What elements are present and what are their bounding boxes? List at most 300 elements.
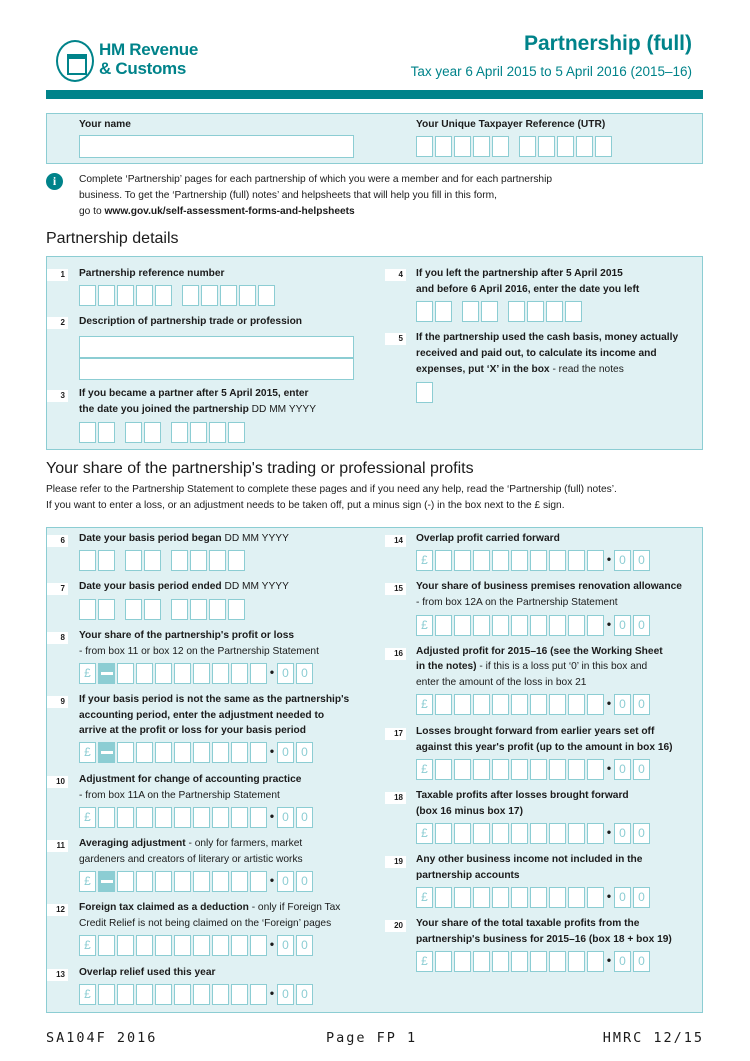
box-number: 7: [47, 583, 68, 595]
digit-box[interactable]: [250, 935, 267, 956]
digit-box[interactable]: [136, 742, 153, 763]
digit-box[interactable]: [492, 823, 509, 844]
crest-icon: [56, 40, 94, 82]
digit-box[interactable]: [473, 136, 490, 157]
description-line2-field[interactable]: [79, 358, 354, 380]
digit-box[interactable]: [79, 285, 96, 306]
share-profit-loss-field[interactable]: [79, 663, 313, 684]
footer-form-code: SA104F 2016: [46, 1030, 158, 1046]
digit-gap: [511, 136, 517, 157]
pence-zero: 0: [614, 694, 631, 715]
digit-box[interactable]: [98, 550, 115, 571]
digit-box[interactable]: [530, 615, 547, 636]
pence-zero: 0: [277, 807, 294, 828]
info-icon: i: [46, 173, 63, 190]
box-number: 19: [385, 856, 406, 868]
digit-box[interactable]: [125, 599, 142, 620]
digit-box[interactable]: [568, 759, 585, 780]
digit-box[interactable]: [530, 550, 547, 571]
box12-hint: Credit Relief is not being claimed on the ‘Foreign’ pages: [79, 918, 332, 929]
date-left-field[interactable]: [416, 301, 582, 322]
box20-label1: Your share of the total taxable profits from the: [416, 918, 640, 929]
box2-label: Description of partnership trade or profession: [79, 316, 303, 327]
digit-box[interactable]: [250, 871, 267, 892]
box-number: 17: [385, 728, 406, 740]
digit-box[interactable]: [250, 807, 267, 828]
digit-box[interactable]: [144, 422, 161, 443]
digit-box[interactable]: [435, 301, 452, 322]
digit-box[interactable]: [136, 984, 153, 1005]
box10-hint: - from box 11A on the Partnership Statement: [79, 790, 280, 801]
hmrc-logo: [56, 40, 221, 86]
digit-box[interactable]: [98, 285, 115, 306]
digit-gap: [117, 599, 123, 620]
digit-box[interactable]: [212, 935, 229, 956]
digit-box[interactable]: [587, 823, 604, 844]
digit-box[interactable]: [171, 599, 188, 620]
digit-box[interactable]: [117, 935, 134, 956]
digit-box[interactable]: [435, 694, 452, 715]
decimal-point: •: [606, 552, 612, 566]
box17-label2: against this year's profit (up to the amount in box 16): [416, 742, 673, 753]
digit-box[interactable]: [454, 759, 471, 780]
decimal-point: •: [606, 761, 612, 775]
digit-box[interactable]: [473, 550, 490, 571]
renovation-allowance-field[interactable]: [416, 615, 650, 636]
box5-label2: received and paid out, to calculate its income and: [416, 348, 657, 359]
digit-box[interactable]: [209, 599, 226, 620]
pence-zero: 0: [277, 742, 294, 763]
digit-box[interactable]: [435, 823, 452, 844]
digit-box[interactable]: [212, 807, 229, 828]
box-number: 14: [385, 535, 406, 547]
digit-box[interactable]: [454, 136, 471, 157]
info-line3: go to www.gov.uk/self-assessment-forms-and-helpsheets: [79, 206, 355, 217]
digit-box[interactable]: [136, 285, 153, 306]
pence-zero: 0: [277, 984, 294, 1005]
digit-box[interactable]: [473, 951, 490, 972]
digit-box[interactable]: [193, 984, 210, 1005]
pence-zero: 0: [296, 742, 313, 763]
digit-box[interactable]: [250, 742, 267, 763]
digit-box[interactable]: [155, 807, 172, 828]
box7-label: Date your basis period ended DD MM YYYY: [79, 581, 289, 592]
digit-box[interactable]: [511, 694, 528, 715]
cash-basis-checkbox[interactable]: [416, 382, 433, 403]
utr-field[interactable]: [416, 136, 612, 157]
digit-box[interactable]: [530, 694, 547, 715]
digit-box[interactable]: [98, 871, 115, 892]
digit-box[interactable]: [568, 887, 585, 908]
digit-box[interactable]: £: [416, 823, 433, 844]
digit-box[interactable]: [155, 663, 172, 684]
digit-box[interactable]: [549, 759, 566, 780]
box-number: 8: [47, 632, 68, 644]
digit-box[interactable]: [549, 951, 566, 972]
digit-box[interactable]: [435, 615, 452, 636]
digit-gap: [174, 285, 180, 306]
digit-box[interactable]: [220, 285, 237, 306]
digit-box[interactable]: £: [79, 663, 96, 684]
digit-box[interactable]: [117, 742, 134, 763]
digit-box[interactable]: [174, 871, 191, 892]
digit-box[interactable]: [511, 615, 528, 636]
digit-box[interactable]: [492, 550, 509, 571]
pence-zero: 0: [633, 759, 650, 780]
digit-box[interactable]: [538, 136, 555, 157]
digit-box[interactable]: [79, 550, 96, 571]
digit-box[interactable]: [212, 663, 229, 684]
utr-label: Your Unique Taxpayer Reference (UTR): [416, 119, 606, 130]
pence-zero: 0: [296, 871, 313, 892]
digit-box[interactable]: [193, 742, 210, 763]
digit-box[interactable]: [454, 887, 471, 908]
digit-box[interactable]: [492, 136, 509, 157]
digit-box[interactable]: [435, 550, 452, 571]
digit-box[interactable]: [511, 550, 528, 571]
overlap-relief-field[interactable]: [79, 984, 313, 1005]
digit-box[interactable]: [473, 615, 490, 636]
digit-box[interactable]: [228, 550, 245, 571]
digit-box[interactable]: [258, 285, 275, 306]
pence-zero: 0: [614, 759, 631, 780]
box5-label3: expenses, put ‘X’ in the box - read the notes: [416, 364, 624, 375]
digit-box[interactable]: [416, 301, 433, 322]
pence-zero: 0: [277, 935, 294, 956]
digit-box[interactable]: [568, 550, 585, 571]
pence-zero: 0: [277, 871, 294, 892]
trading-profits-panel: [46, 527, 703, 1013]
pence-zero: 0: [633, 951, 650, 972]
digit-gap: [163, 422, 169, 443]
digit-box[interactable]: [182, 285, 199, 306]
pence-zero: 0: [614, 823, 631, 844]
digit-box[interactable]: [519, 136, 536, 157]
digit-box[interactable]: [473, 694, 490, 715]
decimal-point: •: [606, 696, 612, 710]
digit-box[interactable]: [416, 382, 433, 403]
digit-box[interactable]: [117, 984, 134, 1005]
pence-zero: 0: [633, 694, 650, 715]
digit-box[interactable]: [511, 951, 528, 972]
digit-box[interactable]: [98, 742, 115, 763]
digit-box[interactable]: [568, 951, 585, 972]
box11-hint: gardeners and creators of literary or artistic works: [79, 854, 303, 865]
digit-box[interactable]: [462, 301, 479, 322]
digit-box[interactable]: [174, 935, 191, 956]
digit-box[interactable]: [155, 742, 172, 763]
box8-label: Your share of the partnership's profit or loss: [79, 630, 295, 641]
pence-zero: 0: [614, 615, 631, 636]
digit-box[interactable]: [231, 935, 248, 956]
partnership-reference-field[interactable]: [79, 285, 275, 306]
digit-box[interactable]: £: [79, 742, 96, 763]
digit-box[interactable]: [212, 871, 229, 892]
digit-box[interactable]: £: [416, 887, 433, 908]
foreign-tax-field[interactable]: [79, 935, 313, 956]
digit-box[interactable]: [565, 301, 582, 322]
digit-box[interactable]: [193, 871, 210, 892]
digit-box[interactable]: £: [416, 550, 433, 571]
digit-box[interactable]: [201, 285, 218, 306]
box13-label: Overlap relief used this year: [79, 967, 216, 978]
digit-box[interactable]: [527, 301, 544, 322]
box-number: 11: [47, 840, 68, 852]
pence-zero: 0: [296, 807, 313, 828]
box-number: 2: [47, 317, 68, 329]
digit-box[interactable]: [98, 663, 115, 684]
digit-box[interactable]: [125, 422, 142, 443]
digit-box[interactable]: [209, 550, 226, 571]
pence-zero: 0: [633, 823, 650, 844]
box-number: 6: [47, 535, 68, 547]
digit-box[interactable]: [549, 887, 566, 908]
digit-box[interactable]: [511, 823, 528, 844]
digit-box[interactable]: [231, 871, 248, 892]
digit-box[interactable]: [231, 984, 248, 1005]
digit-box[interactable]: [549, 823, 566, 844]
digit-box[interactable]: [492, 759, 509, 780]
digit-box[interactable]: [212, 742, 229, 763]
digit-box[interactable]: [435, 759, 452, 780]
digit-box[interactable]: [125, 550, 142, 571]
digit-box[interactable]: [171, 550, 188, 571]
digit-box[interactable]: [98, 807, 115, 828]
digit-box[interactable]: [549, 550, 566, 571]
digit-box[interactable]: [492, 951, 509, 972]
digit-box[interactable]: [231, 807, 248, 828]
pence-zero: 0: [277, 663, 294, 684]
digit-box[interactable]: [144, 550, 161, 571]
digit-box[interactable]: [155, 871, 172, 892]
digit-box[interactable]: [435, 136, 452, 157]
digit-box[interactable]: [587, 951, 604, 972]
box-number: 1: [47, 269, 68, 281]
decimal-point: •: [606, 825, 612, 839]
digit-box[interactable]: [155, 935, 172, 956]
pence-zero: 0: [633, 615, 650, 636]
digit-box[interactable]: [454, 951, 471, 972]
digit-gap: [163, 599, 169, 620]
digit-box[interactable]: [117, 663, 134, 684]
digit-box[interactable]: [546, 301, 563, 322]
digit-box[interactable]: [549, 694, 566, 715]
digit-box[interactable]: [171, 422, 188, 443]
digit-box[interactable]: £: [416, 694, 433, 715]
box-number: 4: [385, 269, 406, 281]
pence-zero: 0: [614, 951, 631, 972]
digit-box[interactable]: [190, 550, 207, 571]
digit-box[interactable]: [228, 599, 245, 620]
digit-box[interactable]: £: [79, 935, 96, 956]
digit-box[interactable]: £: [416, 759, 433, 780]
decimal-point: •: [269, 744, 275, 758]
description-line1-field[interactable]: [79, 336, 354, 358]
digit-box[interactable]: [549, 615, 566, 636]
decimal-point: •: [606, 953, 612, 967]
digit-box[interactable]: [568, 615, 585, 636]
box15-hint: - from box 12A on the Partnership Statement: [416, 597, 618, 608]
digit-box[interactable]: [190, 599, 207, 620]
footer-page-number: Page FP 1: [326, 1030, 418, 1046]
box20-label2: partnership's business for 2015–16 (box 18 + box 19): [416, 934, 672, 945]
digit-box[interactable]: [79, 599, 96, 620]
digit-gap: [454, 301, 460, 322]
basis-period-began-field[interactable]: [79, 550, 245, 571]
digit-box[interactable]: [209, 422, 226, 443]
box16-label1: Adjusted profit for 2015–16 (see the Working Sheet: [416, 646, 663, 657]
digit-box[interactable]: [193, 663, 210, 684]
digit-box[interactable]: [473, 887, 490, 908]
digit-box[interactable]: [568, 823, 585, 844]
digit-box[interactable]: [231, 663, 248, 684]
digit-box[interactable]: [174, 984, 191, 1005]
total-taxable-profits-field[interactable]: [416, 951, 650, 972]
box9-label1: If your basis period is not the same as the partnership's: [79, 694, 350, 705]
other-business-income-field[interactable]: [416, 887, 650, 908]
digit-gap: [500, 301, 506, 322]
digit-box[interactable]: [508, 301, 525, 322]
digit-box[interactable]: £: [416, 615, 433, 636]
digit-gap: [117, 550, 123, 571]
name-field[interactable]: [79, 135, 354, 158]
digit-box[interactable]: [416, 136, 433, 157]
digit-box[interactable]: £: [79, 807, 96, 828]
digit-box[interactable]: [473, 759, 490, 780]
digit-box[interactable]: [98, 984, 115, 1005]
box12-label: Foreign tax claimed as a deduction - only if Foreign Tax: [79, 902, 341, 913]
digit-box[interactable]: [530, 759, 547, 780]
box-number: 9: [47, 696, 68, 708]
taxable-profits-field[interactable]: [416, 823, 650, 844]
digit-box[interactable]: [454, 615, 471, 636]
info-line2: business. To get the ‘Partnership (full) notes’ and helpsheets that will help you fill in this form,: [79, 190, 497, 201]
box10-label: Adjustment for change of accounting practice: [79, 774, 302, 785]
digit-box[interactable]: [481, 301, 498, 322]
digit-box[interactable]: [117, 871, 134, 892]
digit-box[interactable]: [454, 550, 471, 571]
digit-box[interactable]: [212, 984, 229, 1005]
digit-box[interactable]: [587, 887, 604, 908]
digit-box[interactable]: [587, 615, 604, 636]
digit-box[interactable]: [228, 422, 245, 443]
digit-box[interactable]: £: [79, 871, 96, 892]
digit-box[interactable]: [193, 935, 210, 956]
box6-label: Date your basis period began DD MM YYYY: [79, 533, 289, 544]
digit-box[interactable]: [530, 951, 547, 972]
partnership-details-panel: [46, 256, 703, 450]
box3-label1: If you became a partner after 5 April 2015, enter: [79, 388, 309, 399]
digit-box[interactable]: [435, 951, 452, 972]
digit-box[interactable]: [79, 422, 96, 443]
digit-box[interactable]: [144, 599, 161, 620]
digit-box[interactable]: [174, 807, 191, 828]
form-subtitle: Tax year 6 April 2015 to 5 April 2016 (2015–16): [410, 64, 692, 79]
digit-box[interactable]: [576, 136, 593, 157]
digit-box[interactable]: [595, 136, 612, 157]
digit-box[interactable]: £: [416, 951, 433, 972]
digit-box[interactable]: [155, 984, 172, 1005]
digit-box[interactable]: [193, 807, 210, 828]
decimal-point: •: [269, 937, 275, 951]
digit-box[interactable]: [587, 550, 604, 571]
digit-box[interactable]: [117, 285, 134, 306]
box4-label1: If you left the partnership after 5 April 2015: [416, 268, 623, 279]
digit-box[interactable]: [136, 871, 153, 892]
digit-box[interactable]: [231, 742, 248, 763]
personal-panel: [46, 113, 703, 164]
digit-box[interactable]: [473, 823, 490, 844]
date-joined-field[interactable]: [79, 422, 245, 443]
digit-box[interactable]: [174, 663, 191, 684]
header-band: [46, 90, 703, 99]
basis-period-ended-field[interactable]: [79, 599, 245, 620]
averaging-adjustment-field[interactable]: [79, 871, 313, 892]
digit-box[interactable]: £: [79, 984, 96, 1005]
digit-box[interactable]: [250, 984, 267, 1005]
digit-box[interactable]: [587, 759, 604, 780]
section-partnership-details-heading: Partnership details: [46, 230, 179, 247]
box-number: 15: [385, 583, 406, 595]
digit-box[interactable]: [136, 807, 153, 828]
digit-box[interactable]: [117, 807, 134, 828]
digit-box[interactable]: [587, 694, 604, 715]
digit-box[interactable]: [136, 663, 153, 684]
digit-box[interactable]: [239, 285, 256, 306]
box9-label2: accounting period, enter the adjustment needed to: [79, 710, 325, 721]
box11-label: Averaging adjustment - only for farmers, market: [79, 838, 303, 849]
digit-box[interactable]: [98, 422, 115, 443]
adjusted-profit-field[interactable]: [416, 694, 650, 715]
losses-brought-forward-field[interactable]: [416, 759, 650, 780]
digit-box[interactable]: [190, 422, 207, 443]
digit-box[interactable]: [511, 759, 528, 780]
footer-version: HMRC 12/15: [602, 1030, 704, 1046]
digit-box[interactable]: [136, 935, 153, 956]
digit-box[interactable]: [557, 136, 574, 157]
digit-box[interactable]: [98, 599, 115, 620]
digit-box[interactable]: [98, 935, 115, 956]
basis-adjustment-field[interactable]: [79, 742, 313, 763]
digit-box[interactable]: [492, 694, 509, 715]
box-number: 18: [385, 792, 406, 804]
box-number: 10: [47, 776, 68, 788]
digit-box[interactable]: [492, 615, 509, 636]
digit-box[interactable]: [454, 694, 471, 715]
digit-box[interactable]: [530, 823, 547, 844]
digit-gap: [117, 422, 123, 443]
digit-box[interactable]: [250, 663, 267, 684]
digit-box[interactable]: [174, 742, 191, 763]
digit-box[interactable]: [155, 285, 172, 306]
section2-intro2: If you want to enter a loss, or an adjustment needs to be taken off, put a minus sign (-) in the box next to the £ sign.: [46, 500, 565, 511]
pence-zero: 0: [633, 887, 650, 908]
digit-box[interactable]: [454, 823, 471, 844]
digit-box[interactable]: [568, 694, 585, 715]
box16-label2: in the notes) - if this is a loss put ‘0’ in this box and: [416, 661, 648, 672]
digit-box[interactable]: [511, 887, 528, 908]
overlap-profit-field[interactable]: [416, 550, 650, 571]
accounting-practice-adjustment-field[interactable]: [79, 807, 313, 828]
guidance-link[interactable]: www.gov.uk/self-assessment-forms-and-helpsheets: [104, 206, 355, 217]
digit-box[interactable]: [435, 887, 452, 908]
digit-box[interactable]: [530, 887, 547, 908]
logo-line1: HM Revenue: [99, 40, 199, 59]
digit-box[interactable]: [492, 887, 509, 908]
box-number: 12: [47, 904, 68, 916]
box1-label: Partnership reference number: [79, 268, 225, 279]
decimal-point: •: [269, 665, 275, 679]
